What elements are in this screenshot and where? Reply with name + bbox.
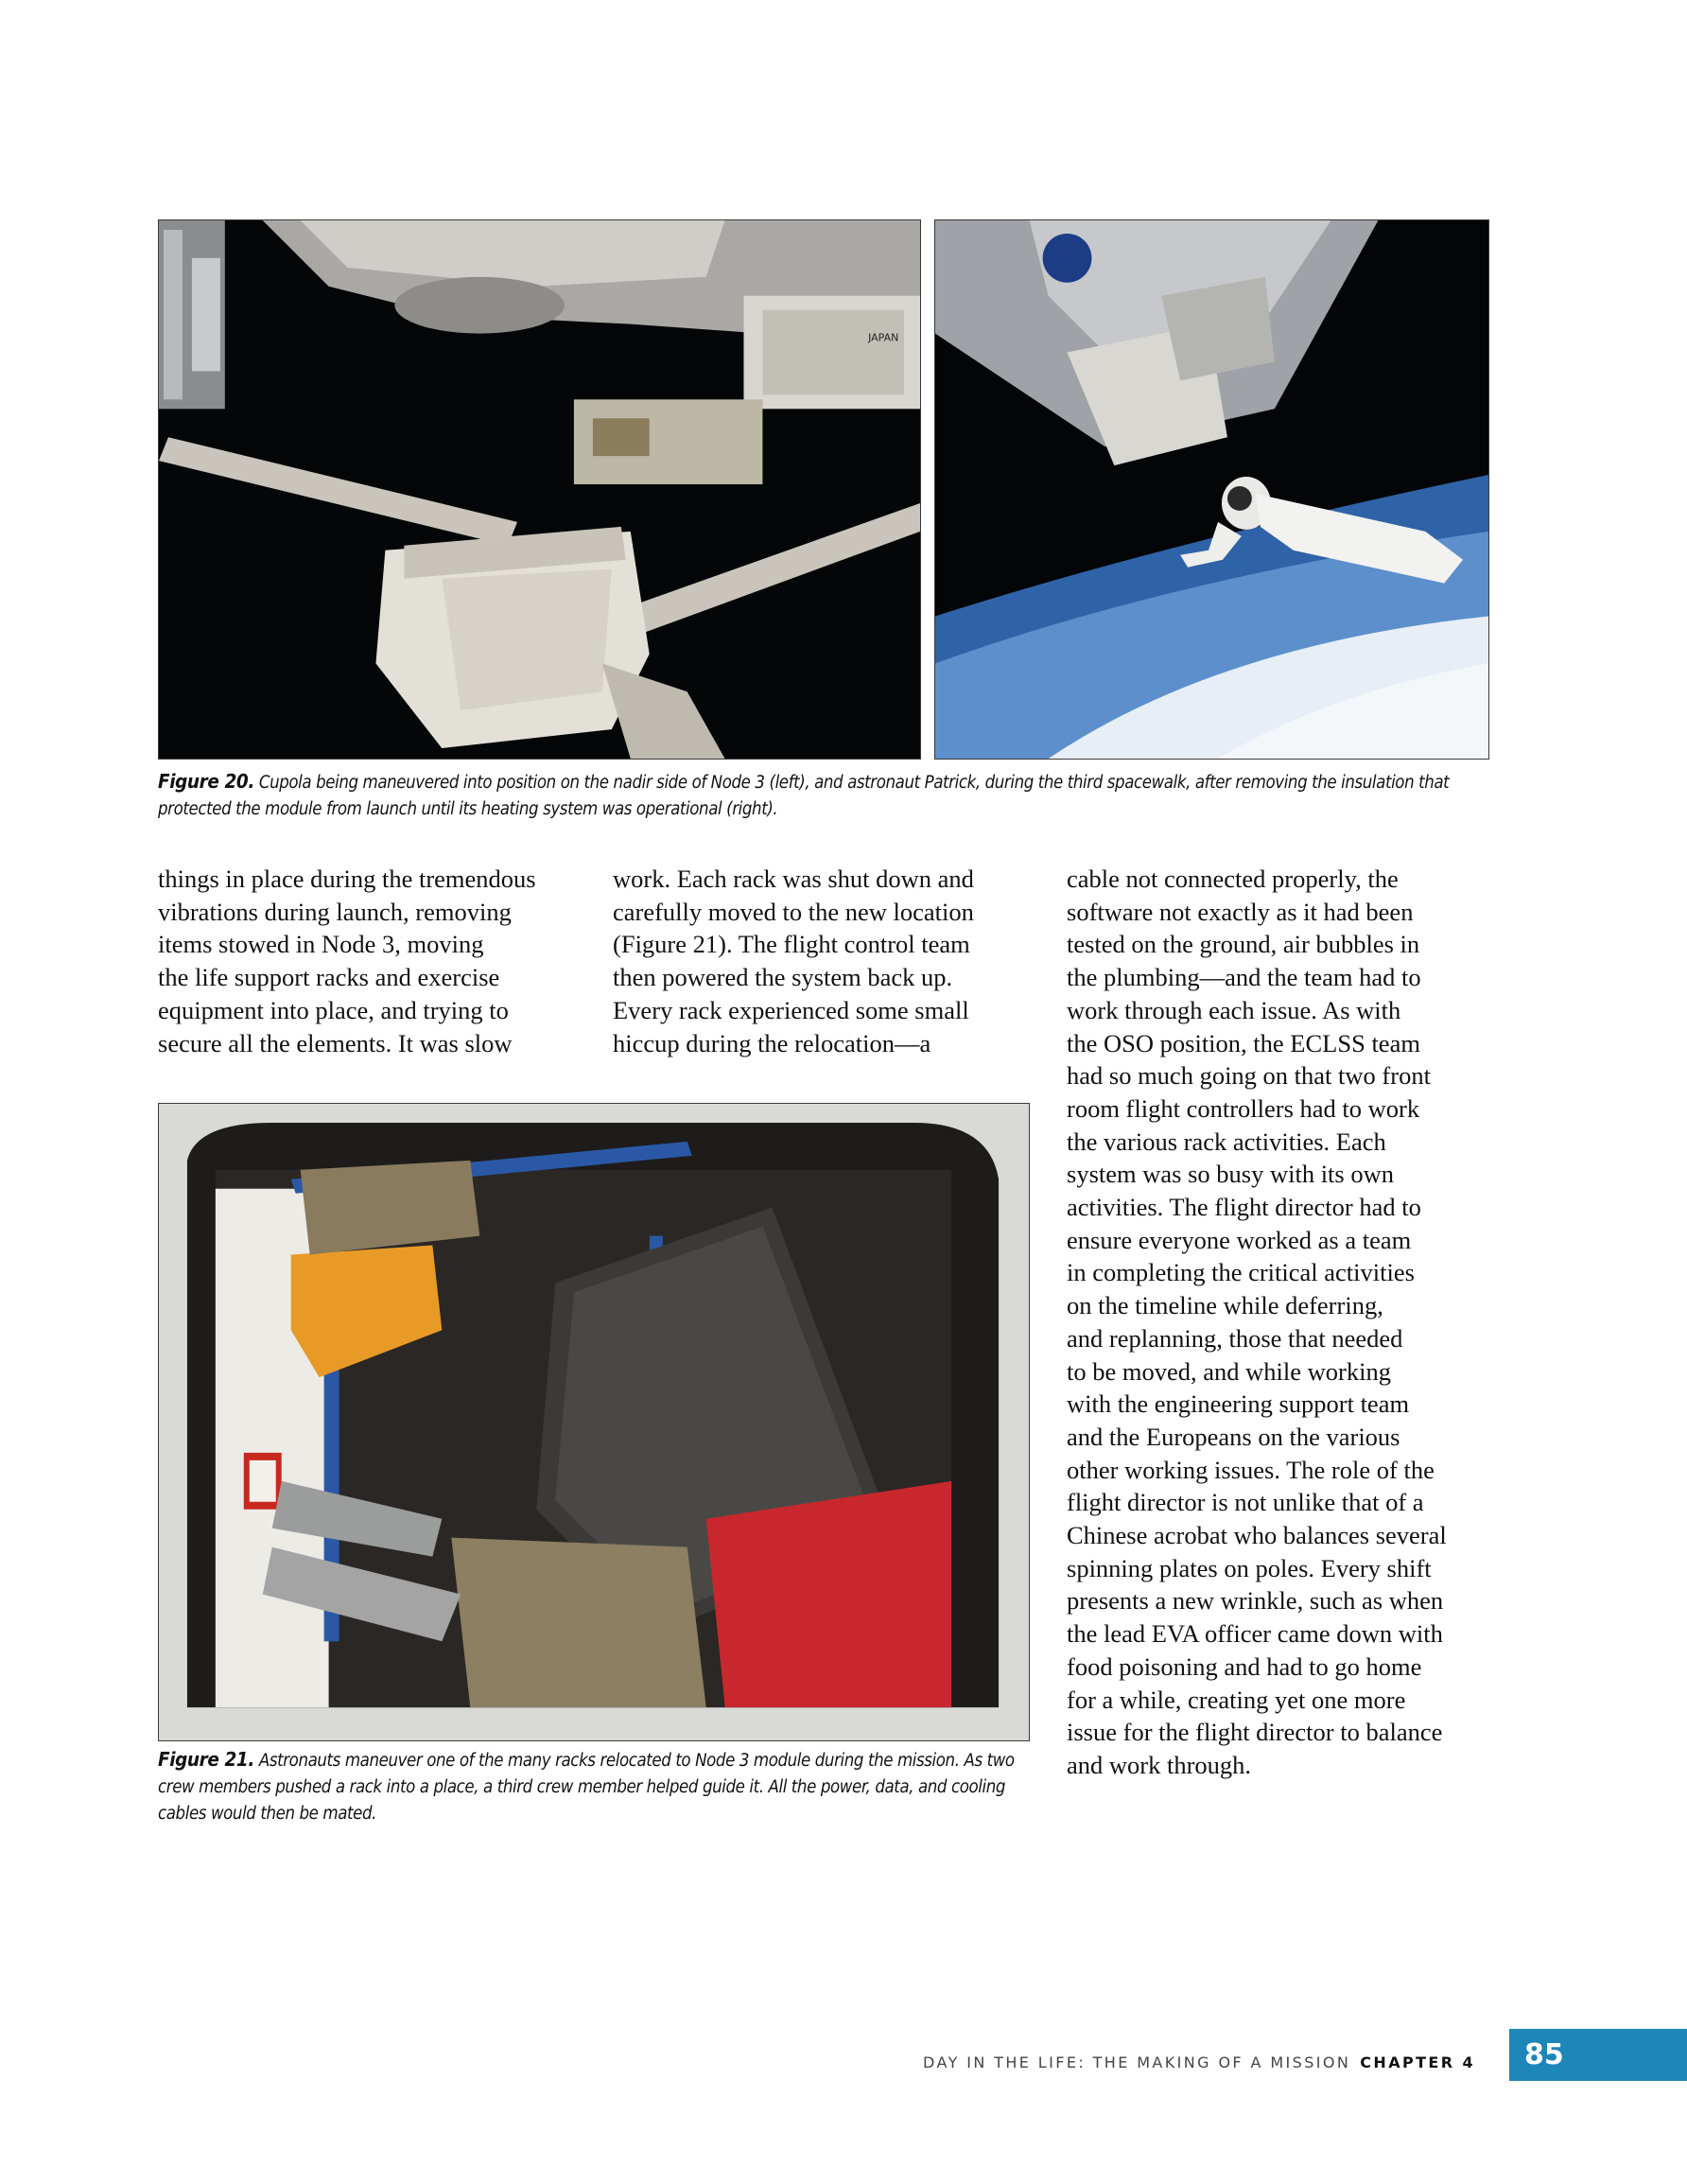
figure20-left-photo bbox=[158, 219, 921, 760]
figure20-caption bbox=[158, 768, 1501, 823]
body-column-2: work. Each rack was shut down and carefully moved to the new location (Figure 21). The flight control team then powered the system back up. Every rack experienced some small hiccup during the relocation—a bbox=[613, 865, 974, 1057]
japan-label: JAPAN bbox=[868, 331, 899, 344]
figure21-photo bbox=[158, 1103, 1030, 1741]
figure20-label: Figure 20. bbox=[158, 770, 254, 793]
figure20-right-photo bbox=[934, 219, 1489, 760]
footer-chapter: CHAPTER 4 bbox=[1360, 2053, 1475, 2071]
figure21-label: Figure 21. bbox=[158, 1748, 254, 1771]
page-number: 85 bbox=[1509, 2029, 1687, 2081]
body-column-1: things in place during the tremendous vibrations during launch, removing items stowed in Node 3, moving the life support racks and exercise equipment into place, and trying to secure all the elements. It was slow bbox=[158, 865, 536, 1057]
figure21-caption-text: Astronauts maneuver one of the many racks relocated to Node 3 module during the mission. As two crew members pushed a rack into a place, a third crew member helped guide it. All the power, data, and cooling cables would then be mated. bbox=[158, 1751, 1015, 1824]
footer-title: DAY IN THE LIFE: THE MAKING OF A MISSION bbox=[923, 2053, 1351, 2071]
figure21-caption bbox=[158, 1746, 1037, 1827]
running-footer bbox=[842, 2053, 1475, 2071]
figure20-caption-text: Cupola being maneuvered into position on the nadir side of Node 3 (left), and astronaut Patrick, during the third spacewalk, after removing the insulation that protected the module from launch until its heating system was operational (right). bbox=[158, 773, 1450, 819]
body-column-3: cable not connected properly, the software not exactly as it had been tested on the ground, air bubbles in the plumbing—and the team had to work through each issue. As with the OSO position, the ECLSS team had so much going on that two front room flight controllers had to work the various rack activities. Each system was so busy with its own activities. The flight director had to ensure everyone worked as a team in completing the critical activities on the timeline while deferring, and replanning, those that needed to be moved, and while working with the engineering support team and the Europeans on the various other working issues. The role of the flight director is not unlike that of a Chinese acrobat who balances several spinning plates on poles. Every shift presents a new wrinkle, such as when the lead EVA officer came down with food poisoning and had to go home for a while, creating yet one more issue for the flight director to balance and work through. bbox=[1067, 865, 1447, 1779]
